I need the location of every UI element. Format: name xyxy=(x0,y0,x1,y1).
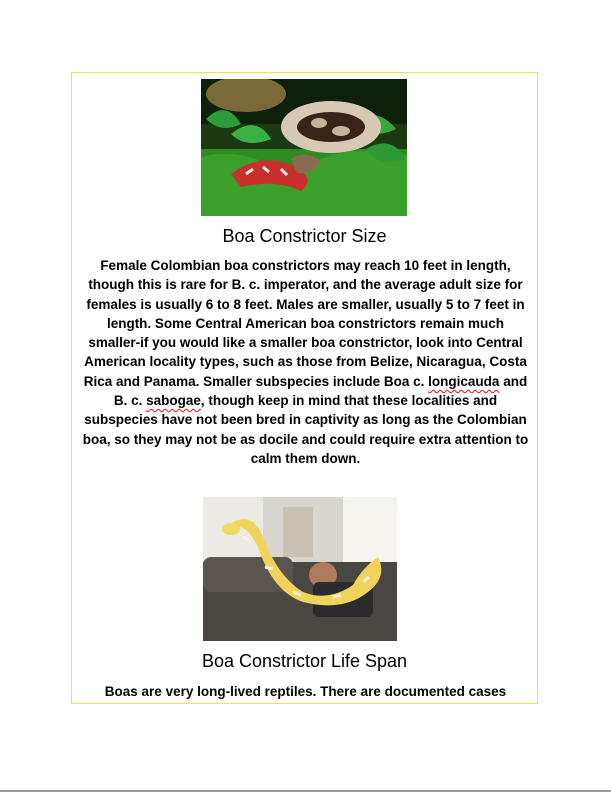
section-paragraph-size xyxy=(80,256,531,468)
boa-on-grass-photo xyxy=(201,79,407,216)
section-heading-size: Boa Constrictor Size xyxy=(222,226,387,246)
document-page xyxy=(71,72,538,704)
section-heading-life-span: Boa Constrictor Life Span xyxy=(201,651,408,671)
paragraph-text: , though keep in mind that these localities and subspecies have not been bred in captivity as long as the Colombian boa, so they may not be as docile and could require extra attention to calm them down. xyxy=(82,393,529,466)
python-on-couch-photo xyxy=(203,497,397,641)
paragraph-text: Female Colombian boa constrictors may reach 10 feet in length, though this is rare for B. c. imperator, and the average adult size for females is usually 6 to 8 feet. Males are smaller, usually 5 to 7 feet in length. Some Central American boa constrictors remain much smaller-if you would like a smaller boa constrictor, look into Central American locality types, such as those from Belize, Nicaragua, Costa Rica and Panama. Smaller subspecies include Boa c. xyxy=(83,258,527,389)
misspelled-word[interactable]: sabogae xyxy=(146,393,201,409)
window-bottom-edge xyxy=(0,790,611,792)
section-paragraph-life-span: Boas are very long-lived reptiles. There are documented cases xyxy=(104,684,507,699)
misspelled-word[interactable]: longicauda xyxy=(428,373,500,389)
paragraph-text: and B. c. xyxy=(113,373,528,409)
